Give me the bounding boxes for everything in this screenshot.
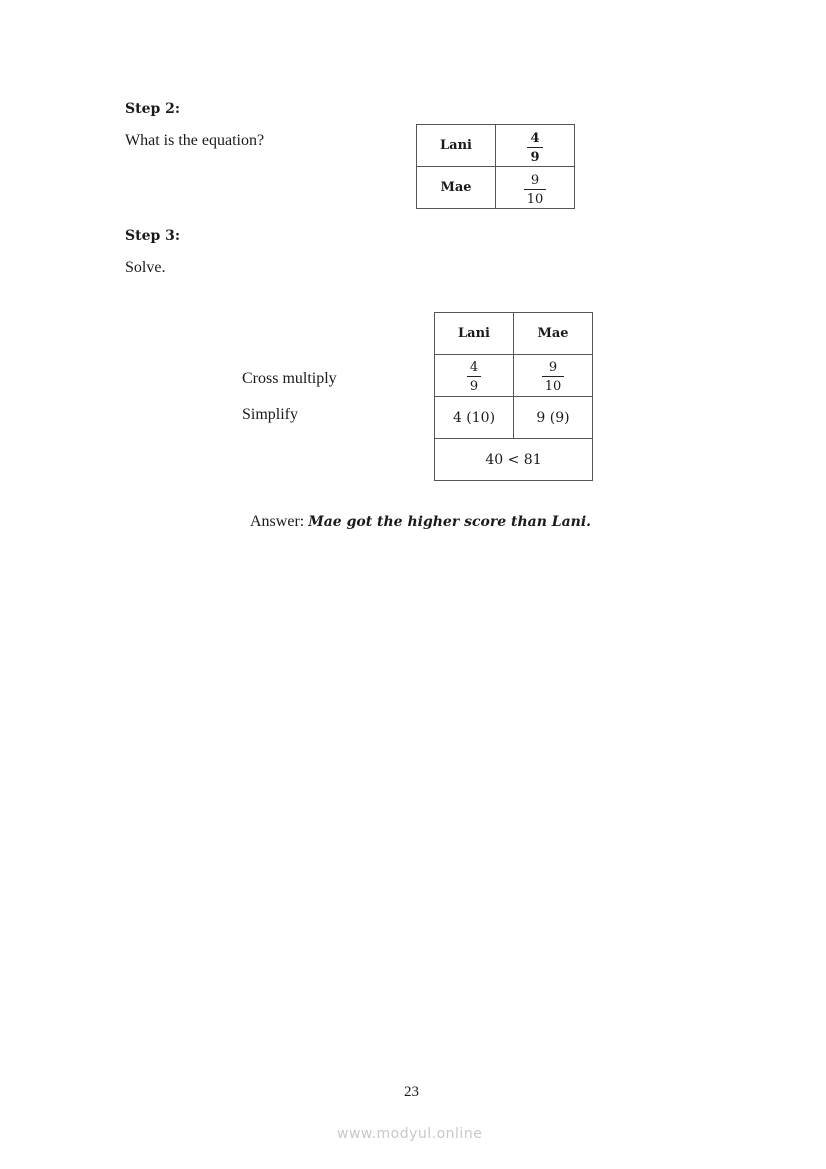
mae-fraction-cell [514, 355, 593, 397]
mae-label: Mae [417, 167, 496, 209]
simplify-label: Simplify [242, 406, 299, 423]
answer-text: Mae got the higher score than Lani. [308, 514, 592, 530]
numerator: 4 [530, 131, 540, 146]
cross-multiply-label: Cross multiply [242, 370, 337, 387]
lani-fraction-cell [496, 125, 575, 167]
mae-product: 9 (9) [514, 397, 593, 439]
equation-table [416, 124, 575, 209]
table-row [417, 167, 575, 209]
table-row [417, 125, 575, 167]
lani-fraction-cell [435, 355, 514, 397]
denominator: 9 [469, 378, 479, 394]
numerator: 4 [469, 359, 479, 375]
solve-table [434, 312, 593, 481]
lani-product: 4 (10) [435, 397, 514, 439]
denominator: 10 [544, 378, 562, 394]
lani-label: Lani [417, 125, 496, 167]
lani-fraction [467, 361, 481, 393]
denominator: 9 [530, 150, 540, 165]
answer-line [250, 513, 591, 531]
mae-fraction [524, 174, 547, 206]
table-row [435, 355, 593, 397]
numerator: 9 [530, 173, 540, 188]
step3-heading: Step 3: [125, 228, 181, 244]
lani-fraction [527, 132, 542, 164]
numerator: 9 [548, 359, 558, 375]
denominator: 10 [526, 192, 544, 207]
watermark: www.modyul.online [337, 1126, 483, 1142]
mae-fraction-cell [496, 167, 575, 209]
step2-question: What is the equation? [125, 132, 265, 149]
table-row [435, 313, 593, 355]
step3-instruction: Solve. [125, 259, 166, 276]
answer-label: Answer: [250, 513, 305, 530]
step2-heading: Step 2: [125, 101, 181, 117]
page-number: 23 [404, 1084, 419, 1100]
mae-fraction [542, 361, 565, 393]
column-header-mae: Mae [514, 313, 593, 355]
table-row [435, 439, 593, 481]
comparison-result: 40 < 81 [435, 439, 593, 481]
column-header-lani: Lani [435, 313, 514, 355]
table-row [435, 397, 593, 439]
